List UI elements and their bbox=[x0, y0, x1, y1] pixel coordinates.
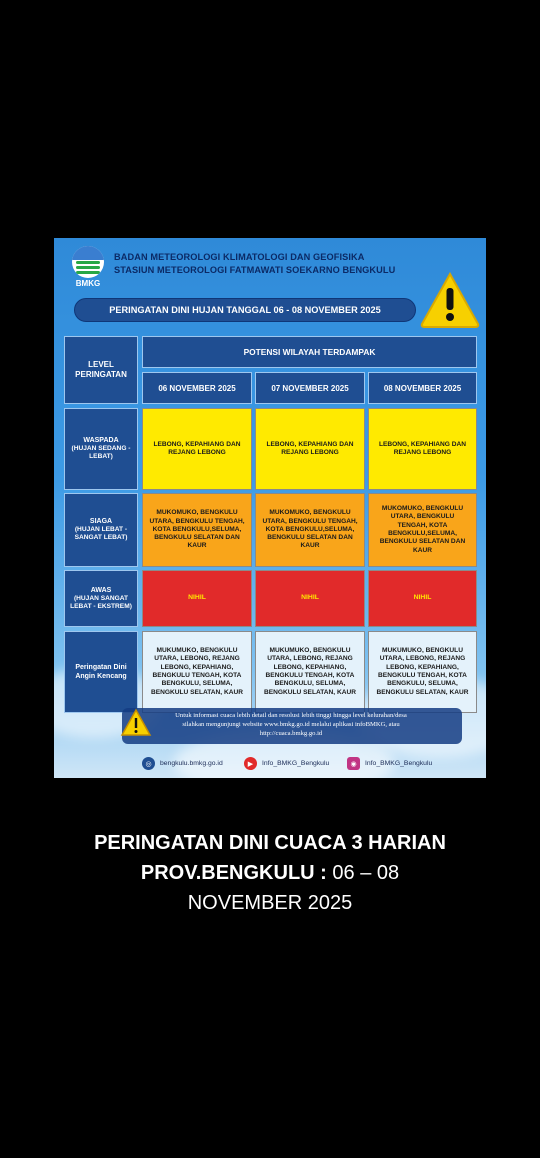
info-line: silahkan mengunjungi website www.bmkg.go.id melalui aplikasi infoBMKG, atau bbox=[182, 721, 400, 728]
level-siaga bbox=[64, 493, 138, 567]
date-header-3: 08 NOVEMBER 2025 bbox=[368, 372, 477, 404]
caption-month: NOVEMBER 2025 bbox=[187, 892, 353, 914]
level-detail: (HUJAN SEDANG - LEBAT) bbox=[71, 445, 131, 460]
level-header: LEVEL PERINGATAN bbox=[64, 336, 138, 404]
waspada-cell-1: LEBONG, KEPAHIANG DAN REJANG LEBONG bbox=[142, 408, 252, 490]
date-header-1: 06 NOVEMBER 2025 bbox=[142, 372, 252, 404]
info-text bbox=[134, 711, 448, 738]
caption-date-range: 06 – 08 bbox=[326, 862, 400, 884]
level-angin-kencang bbox=[64, 631, 138, 713]
level-name: SIAGA bbox=[89, 518, 113, 525]
youtube-link[interactable] bbox=[244, 757, 329, 770]
globe-icon: ◎ bbox=[142, 757, 155, 770]
logo-label: BMKG bbox=[75, 279, 101, 288]
youtube-icon: ▶ bbox=[244, 757, 257, 770]
instagram-label: Info_BMKG_Bengkulu bbox=[365, 760, 433, 767]
youtube-label: Info_BMKG_Bengkulu bbox=[262, 760, 330, 767]
level-detail: (HUJAN LEBAT - SANGAT LEBAT) bbox=[74, 526, 128, 541]
angin-cell-1: MUKUMUKO, BENGKULU UTARA, LEBONG, REJANG LEBONG, KEPAHIANG, BENGKULU TENGAH, KOTA BENGKULU, SELUMA, BENGKULU SELATAN, KAUR bbox=[142, 631, 252, 713]
instagram-icon: ◉ bbox=[347, 757, 360, 770]
instagram-link[interactable] bbox=[347, 757, 432, 770]
agency-name: BADAN METEOROLOGI KLIMATOLOGI DAN GEOFISIKA bbox=[114, 252, 365, 262]
waspada-cell-2: LEBONG, KEPAHIANG DAN REJANG LEBONG bbox=[255, 408, 365, 490]
date-header-2: 07 NOVEMBER 2025 bbox=[255, 372, 365, 404]
angin-cell-3: MUKUMUKO, BENGKULU UTARA, LEBONG, REJANG LEBONG, KEPAHIANG, BENGKULU TENGAH, KOTA BENGKULU, SELUMA, BENGKULU SELATAN, KAUR bbox=[368, 631, 477, 713]
info-line: Untuk informasi cuaca lebih detail dan resolusi lebih tinggi hingga level kelurahan/desa bbox=[175, 712, 407, 719]
website-link[interactable] bbox=[142, 757, 223, 770]
level-waspada bbox=[64, 408, 138, 490]
station-name: STASIUN METEOROLOGI FATMAWATI SOEKARNO BENGKULU bbox=[114, 265, 396, 275]
waspada-cell-3: LEBONG, KEPAHIANG DAN REJANG LEBONG bbox=[368, 408, 477, 490]
level-detail: (HUJAN SANGAT LEBAT - EKSTREM) bbox=[70, 594, 132, 610]
caption-province-bold: PROV.BENGKULU : bbox=[140, 862, 327, 884]
awas-cell-1: NIHIL bbox=[142, 570, 252, 627]
area-header: POTENSI WILAYAH TERDAMPAK bbox=[142, 336, 477, 368]
level-name: Peringatan Dini Angin Kencang bbox=[75, 664, 127, 680]
level-name: WASPADA bbox=[83, 437, 119, 444]
angin-cell-2: MUKUMUKO, BENGKULU UTARA, LEBONG, REJANG LEBONG, KEPAHIANG, BENGKULU TENGAH, KOTA BENGKULU, SELUMA, BENGKULU SELATAN, KAUR bbox=[255, 631, 365, 713]
awas-cell-3: NIHIL bbox=[368, 570, 477, 627]
warning-title: PERINGATAN DINI HUJAN TANGGAL 06 - 08 NOVEMBER 2025 bbox=[74, 298, 416, 322]
awas-cell-2: NIHIL bbox=[255, 570, 365, 627]
siaga-cell-1: MUKOMUKO, BENGKULU UTARA, BENGKULU TENGAH, KOTA BENGKULU,SELUMA, BENGKULU SELATAN DAN KAUR bbox=[142, 493, 252, 567]
caption-title: PERINGATAN DINI CUACA 3 HARIAN bbox=[94, 832, 446, 854]
siaga-cell-3: MUKOMUKO, BENGKULU UTARA, BENGKULU TENGAH, KOTA BENGKULU,SELUMA, BENGKULU SELATAN DAN KAUR bbox=[368, 493, 477, 567]
level-awas bbox=[64, 570, 138, 627]
caption-province bbox=[0, 862, 540, 885]
siaga-cell-2: MUKOMUKO, BENGKULU UTARA, BENGKULU TENGAH, KOTA BENGKULU,SELUMA, BENGKULU SELATAN DAN KAUR bbox=[255, 493, 365, 567]
level-name: AWAS bbox=[90, 586, 112, 594]
website-label: bengkulu.bmkg.go.id bbox=[160, 760, 223, 767]
warning-icon bbox=[420, 272, 480, 328]
bmkg-logo bbox=[70, 246, 106, 290]
info-line: http://cuaca.bmkg.go.id bbox=[259, 730, 323, 737]
warning-poster bbox=[54, 238, 486, 778]
